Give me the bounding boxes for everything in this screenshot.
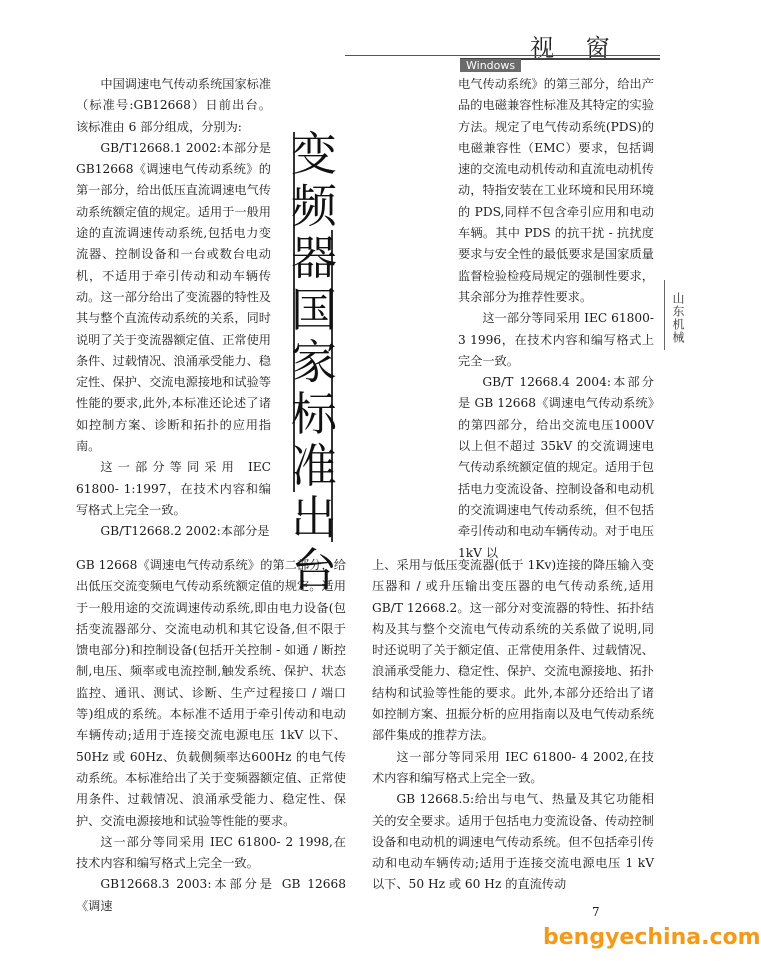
paragraph: GB12668.3 2003:本部分是 GB 12668《调速 bbox=[76, 877, 346, 913]
paragraph: 上、采用与低压变流器(低于 1Kv)连接的降压输入变压器和 / 或升压输出变压器的电气传动系统,适用 GB/T 12668.2。这一部分对变流器的特性、拓扑结构及其与整个交流电气传动系统的关系做了说明,同时还说明了关于额定值、正常使用条件、过载情况、浪涌承受能力、稳定性、保护、交流电源接地、拓扑结构和试验等性能的要求。此外,本部分还给出了诸如控制方案、扭振分析的应用指南以及电气传动系统部件集成的推荐方法。 bbox=[372, 558, 654, 743]
paragraph: 这一部分等同采用 IEC 61800- 4 2002,在技术内容和编写格式上完全一致。 bbox=[372, 749, 654, 785]
watermark: bengyechina.com bbox=[543, 925, 761, 950]
header-rule bbox=[345, 55, 660, 56]
paragraph: GB/T12668.1 2002:本部分是GB12668《调速电气传动系统》的第一部分，给出低压直流调速电气传动系统额定值的规定。适用于一般用途的直流调速传动系统,包括电力变流器、控制设备和一台或数台电动机，不适用于牵引传动和动车辆传动。这一部分给出了变流器的特性及其与整个直流传动系统的关系，同时说明了关于变流器额定值、正常使用条件、过载情况、浪涌承受能力、稳定性、保护、交流电源接地和试验等性能的要求,此外,本标准还论述了诸如控制方案、诊断和拓扑的应用指南。 bbox=[76, 140, 271, 454]
article-title: 变频器国家标准出台 bbox=[291, 127, 337, 597]
paragraph: GB/T12668.2 2002:本部分是 bbox=[100, 524, 270, 539]
section-title: 视 窗 bbox=[530, 34, 622, 62]
journal-side-label: 山东机械 bbox=[671, 292, 685, 344]
paragraph: 这一部分等同采用 IEC 61800- 1:1997，在技术内容和编写格式上完全一致。 bbox=[76, 460, 271, 517]
right-column-bottom bbox=[372, 555, 654, 896]
paragraph: GB 12668.5:给出与电气、热量及其它功能相关的安全要求。适用于包括电力变流设备、传动控制设备和电动机的调速电气传动系统。但不包括牵引传动和电动车辆传动;适用于连接交流电源电压 1 kV 以下、50 Hz 或 60 Hz 的直流传动 bbox=[372, 792, 654, 892]
left-column-bottom bbox=[76, 555, 346, 917]
section-tag: Windows bbox=[460, 59, 521, 72]
paragraph: GB/T 12668.4 2004:本部分是 GB 12668《调速电气传动系统》的第四部分，给出交流电压1000V 以上但不超过 35kV 的交流调速电气传动系统额定值的规定。适用于包括电力变流设备、控制设备和电动机的交流调速电气传动系统，但不包括牵引传动和电动车辆传动。对于电压 1kV 以 bbox=[458, 375, 654, 560]
paragraph: 中国调速电气传动系统国家标准（标准号:GB12668）日前出台。该标准由 6 部分组成，分别为: bbox=[76, 77, 272, 134]
page-number: 7 bbox=[592, 905, 600, 919]
paragraph: 这一部分等同采用 IEC 61800- 3 1996，在技术内容和编写格式上完全一致。 bbox=[458, 311, 654, 368]
paragraph: 电气传动系统》的第三部分，给出产品的电磁兼容性标准及其特定的实验方法。规定了电气传动系统(PDS)的电磁兼容性（EMC）要求，包括调速的交流电动机传动和直流电动机传动，特指安装在工业环境和民用环境的 PDS,同样不包含牵引应用和电动车辆。其中 PDS 的抗干扰 - 抗扰度要求与安全性的最低要求是国家质量监督检验检疫局规定的强制性要求，其余部分为推荐性要求。 bbox=[458, 77, 654, 304]
paragraph: 这一部分等同采用 IEC 61800- 2 1998,在技术内容和编写格式上完全一致。 bbox=[76, 834, 346, 871]
paragraph: GB 12668《调速电气传动系统》的第二部分，给出低压交流变频电气传动系统额定值的规定。适用于一般用途的交流调速传动系统,即由电力设备(包括变流器部分、交流电动机和其它设备,但不限于馈电部分)和控制设备(包括开关控制 - 如通 / 断控制,电压、频率或电流控制,触发系统、保护、状态监控、通讯、测试、诊断、生产过程接口 / 端口等)组成的系统。本标准不适用于牵引传动和电动车辆传动;适用于连接交流电源电压 1kV 以下、50Hz 或 60Hz、负载侧频率达600Hz 的电气传动系统。本标准给出了关于变频器额定值、正常使用条件、过载情况、浪涌承受能力、稳定性、保护、交流电源接地和试验等性能的要求。 bbox=[76, 558, 346, 828]
side-rule bbox=[664, 280, 665, 350]
left-column-top bbox=[76, 74, 271, 543]
right-column-top bbox=[458, 74, 654, 564]
